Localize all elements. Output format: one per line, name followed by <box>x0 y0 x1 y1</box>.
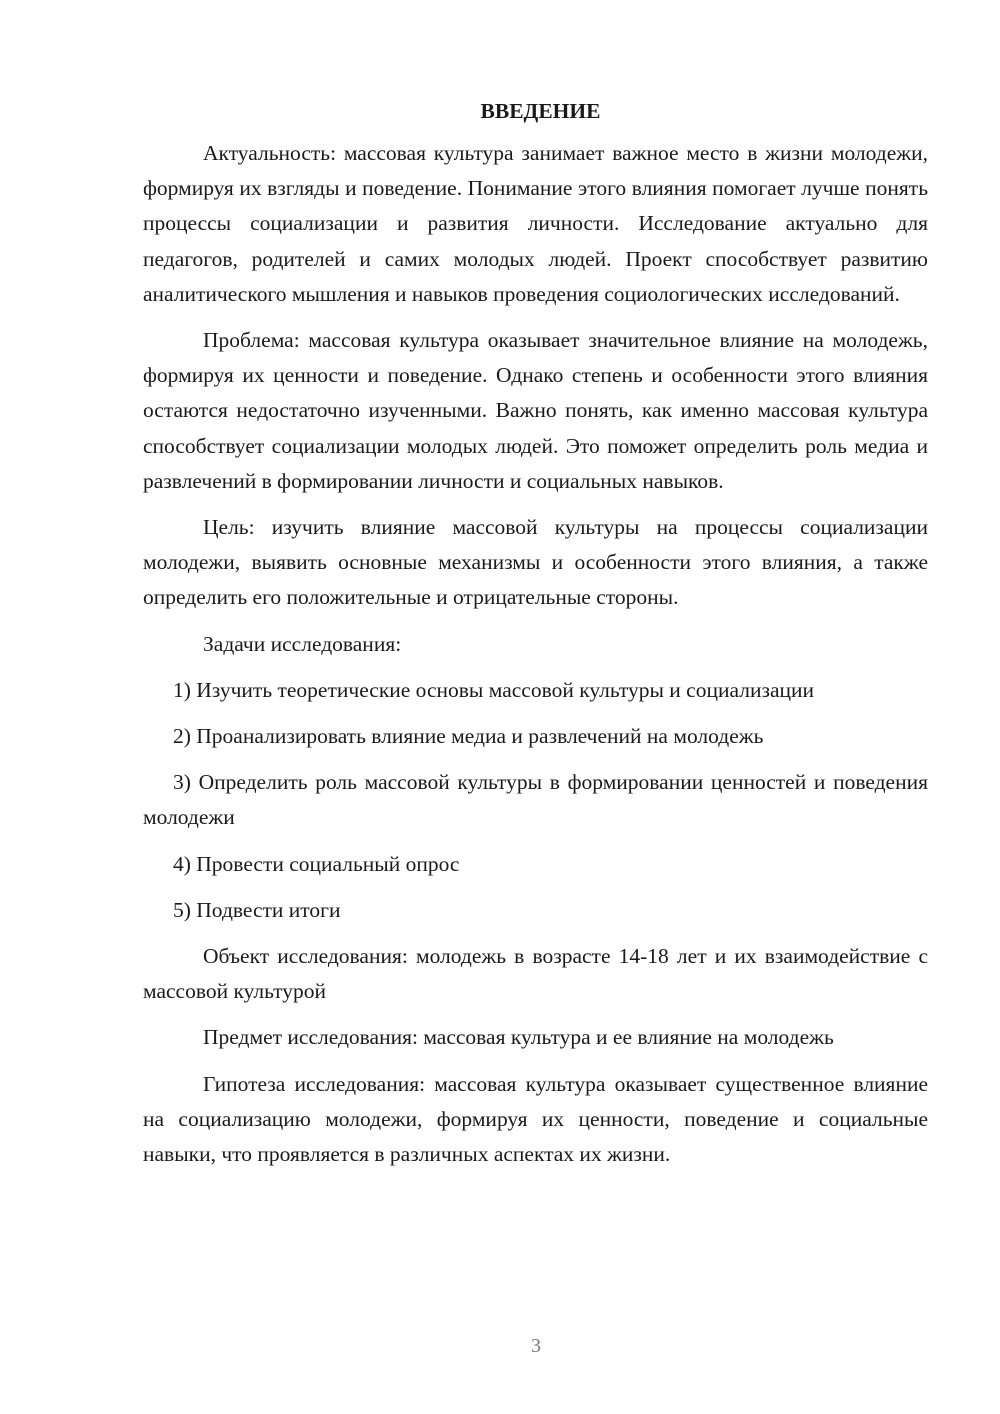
section-heading: ВВЕДЕНИЕ <box>480 99 601 123</box>
task-item-3: 3) Определить роль массовой культуры в формировании ценностей и поведения молодежи <box>143 770 928 830</box>
paragraph-hypothesis: Гипотеза исследования: массовая культура оказывает существенное влияние на социализацию молодежи, формируя их ценности, поведение и социальные навыки, что проявляется в различных аспектах их жизни. <box>143 1071 928 1167</box>
task-item-4: 4) Провести социальный опрос <box>173 851 460 876</box>
paragraph-relevance: Актуальность: массовая культура занимает важное место в жизни молодежи, формируя их взгляды и поведение. Понимание этого влияния помогает лучше понять процессы социализации и развития личности. Исследование актуально для педагогов, родителей и самих молодых людей. Проект способствует развитию аналитического мышления и навыков проведения социологических исследований. <box>143 141 928 306</box>
task-item-2: 2) Проанализировать влияние медиа и развлечений на молодежь <box>173 724 764 749</box>
paragraph-goal: Цель: изучить влияние массовой культуры на процессы социализации молодежи, выявить основные механизмы и особенности этого влияния, а также определить его положительные и отрицательные стороны. <box>143 515 928 610</box>
paragraph-object: Объект исследования: молодежь в возрасте 14-18 лет и их взаимодействие с массовой культурой <box>143 944 928 1004</box>
paragraph-problem: Проблема: массовая культура оказывает значительное влияние на молодежь, формируя их ценности и поведение. Однако степень и особенности этого влияния остаются недостаточно изученными. Важно понять, как именно массовая культура способствует социализации молодых людей. Это поможет определить роль медиа и развлечений в формировании личности и социальных навыков. <box>143 328 928 493</box>
document-page <box>143 94 928 1183</box>
paragraph-subject: Предмет исследования: массовая культура и ее влияние на молодежь <box>203 1025 834 1050</box>
task-item-5: 5) Подвести итоги <box>173 897 341 922</box>
page-number: 3 <box>531 1335 541 1357</box>
tasks-label: Задачи исследования: <box>203 631 402 656</box>
task-item-1: 1) Изучить теоретические основы массовой культуры и социализации <box>173 677 815 702</box>
